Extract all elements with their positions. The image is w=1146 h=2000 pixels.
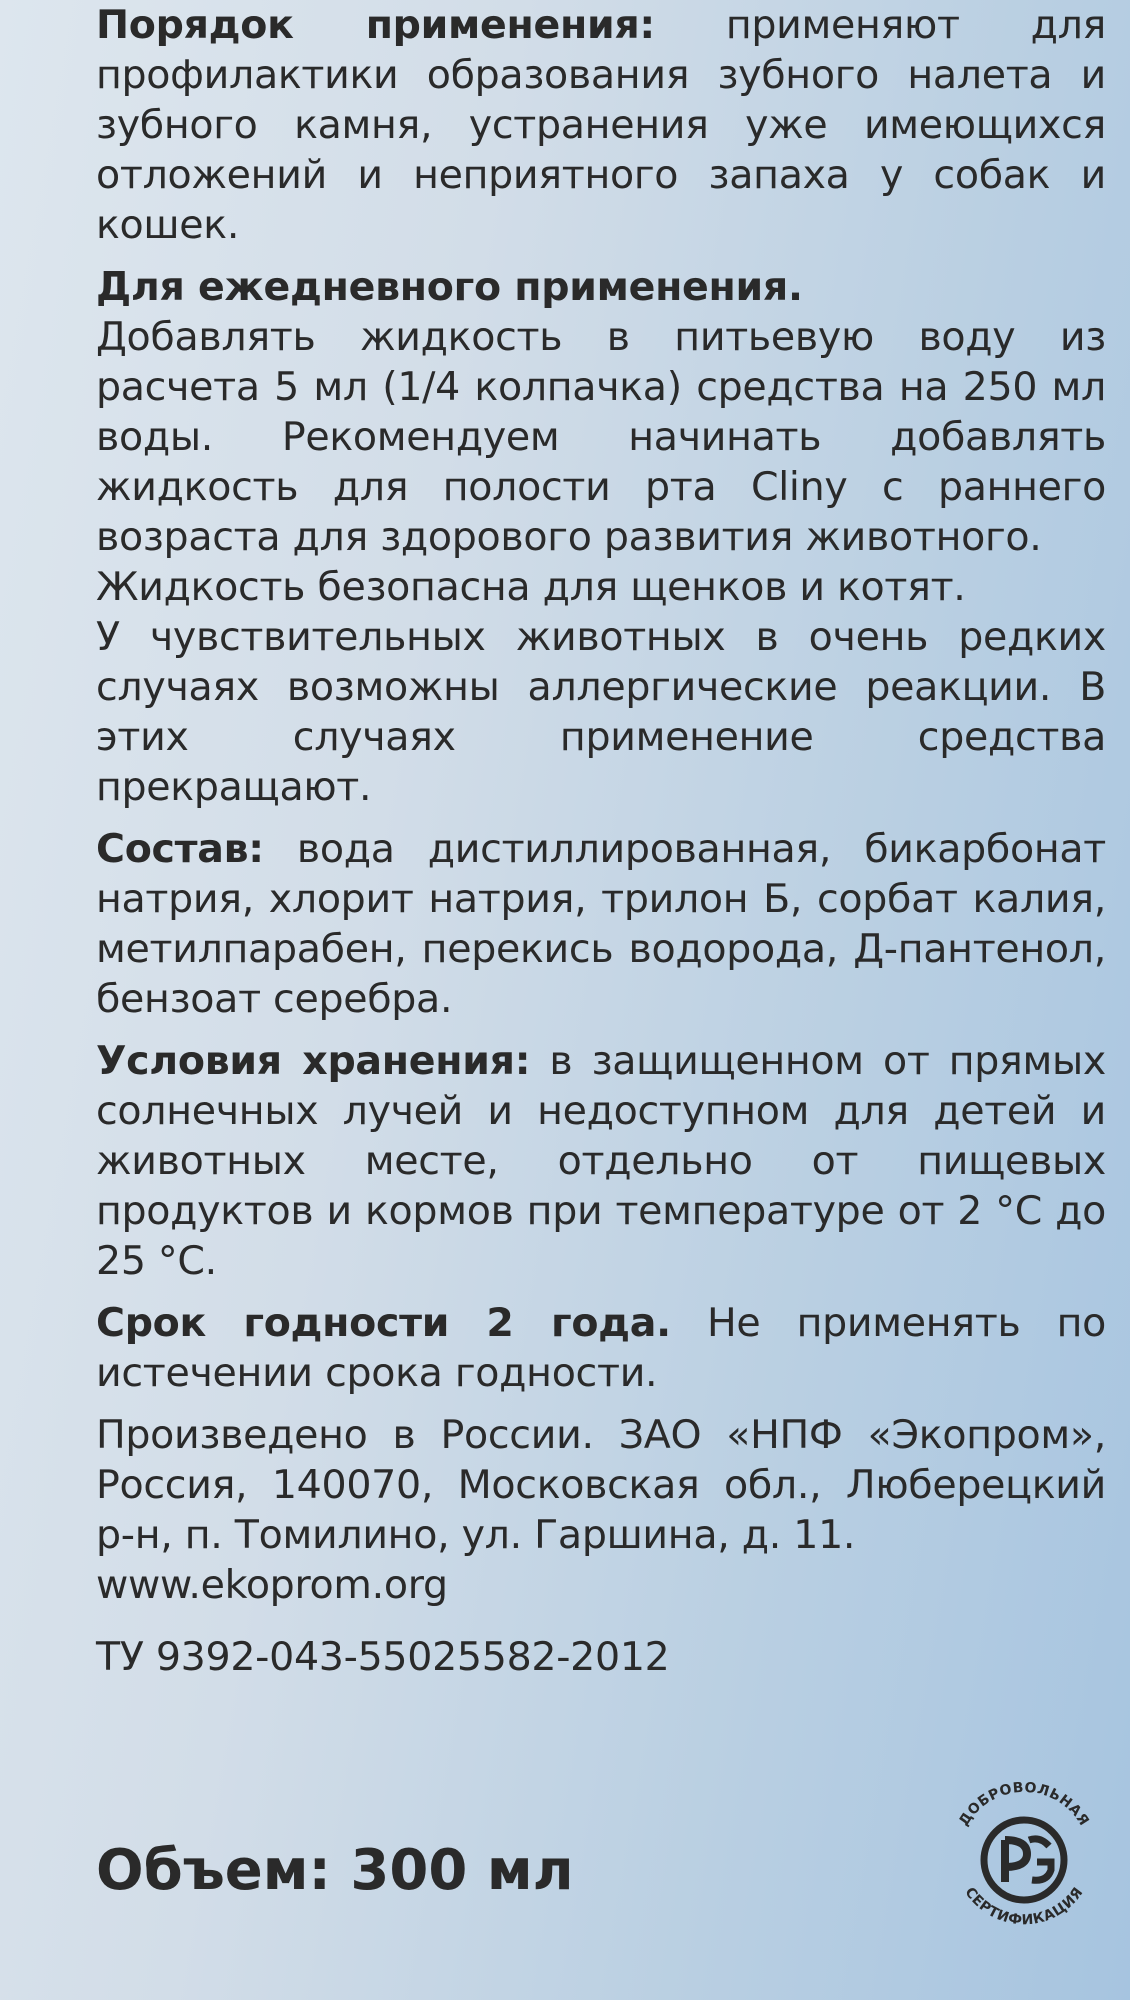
daily-heading: Для ежедневного применения. bbox=[96, 264, 803, 310]
daily-text-3: У чувствительных животных в очень редких случаях возможны аллергические реакции. В этих случаях применение средства прекращают. bbox=[96, 614, 1106, 810]
daily-text-2: Жидкость безопасна для щенков и котят. bbox=[96, 564, 966, 610]
shelf-life-paragraph bbox=[96, 1298, 1106, 1398]
usage-text: применяют для профилактики образования зубного налета и зубного камня, устранения уже имеющихся отложений и неприятного запаха у собак и кошек. bbox=[96, 2, 1106, 248]
daily-heading-line bbox=[96, 262, 1106, 312]
seal-top-text: ДОБРОВОЛЬНАЯ bbox=[956, 1779, 1092, 1829]
manufacturer-text: Произведено в России. ЗАО «НПФ «Экопром», Россия, 140070, Московская обл., Люберецкий р-н, п. Томилино, ул. Гаршина, д. 11. bbox=[96, 1412, 1106, 1558]
usage-paragraph bbox=[96, 0, 1106, 250]
shelf-life-text: Не применять по истечении срока годности. bbox=[96, 1300, 1107, 1396]
composition-heading: Состав: bbox=[96, 826, 264, 872]
website-text: www.ekoprom.org bbox=[96, 1562, 448, 1608]
usage-heading: Порядок применения: bbox=[96, 2, 655, 48]
label-edge bbox=[1130, 0, 1138, 2000]
rst-certification-mark-icon bbox=[937, 1770, 1112, 1945]
volume-text: Объем: 300 мл bbox=[96, 1838, 574, 1903]
daily-text-1: Добавлять жидкость в питьевую воду из расчета 5 мл (1/4 колпачка) средства на 250 мл воды. Рекомендуем начинать добавлять жидкость для полости рта Cliny с раннего возраста для здорового развития животного. bbox=[96, 314, 1106, 560]
composition-paragraph bbox=[96, 824, 1106, 1024]
label-text-block bbox=[96, 0, 1106, 1682]
storage-text: в защищенном от прямых солнечных лучей и недоступном для детей и животных месте, отдельно от пищевых продуктов и кормов при температуре от 2 °С до 25 °С. bbox=[96, 1038, 1106, 1284]
seal-bottom-text: СЕРТИФИКАЦИЯ bbox=[961, 1884, 1087, 1929]
shelf-life-heading: Срок годности 2 года. bbox=[96, 1300, 671, 1346]
composition-text: вода дистиллированная, бикарбонат натрия, хлорит натрия, трилон Б, сорбат калия, метилпарабен, перекись водорода, Д-пантенол, бензоат серебра. bbox=[96, 826, 1106, 1022]
tu-text: ТУ 9392-043-55025582-2012 bbox=[96, 1634, 670, 1680]
storage-paragraph bbox=[96, 1036, 1106, 1286]
storage-heading: Условия хранения: bbox=[96, 1038, 531, 1084]
